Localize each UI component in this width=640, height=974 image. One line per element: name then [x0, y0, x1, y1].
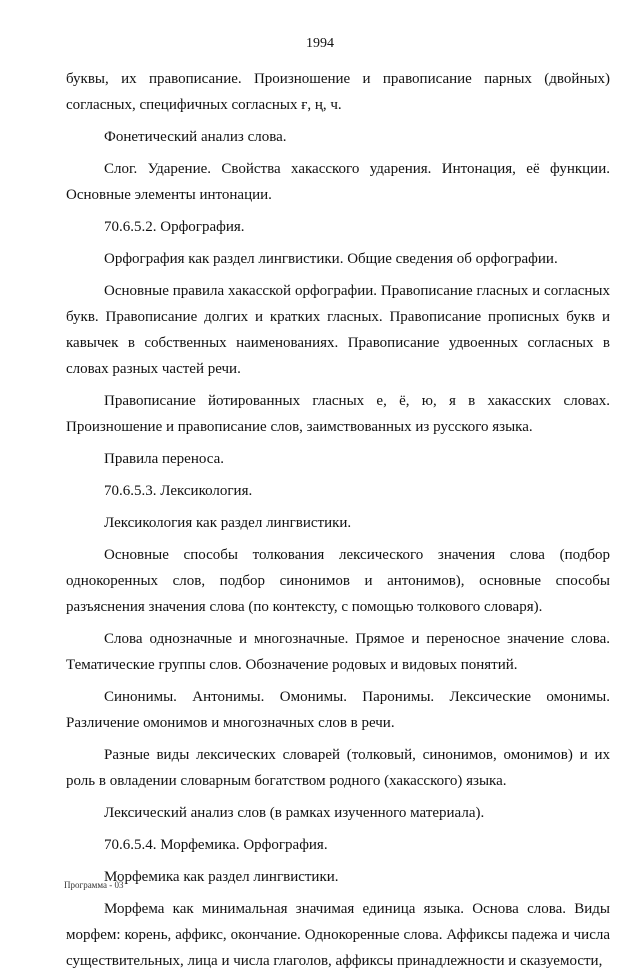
paragraph-syllable-stress: Слог. Ударение. Свойства хакасского ударения. Интонация, её функции. Основные элементы интонации.: [66, 161, 610, 203]
paragraph-orthography-intro: Орфография как раздел лингвистики. Общие сведения об орфографии.: [104, 251, 558, 267]
section-heading-lexicology: 70.6.5.3. Лексикология.: [104, 483, 253, 499]
paragraph-morphemics-intro: Морфемика как раздел лингвистики.: [104, 869, 339, 885]
paragraph-hyphenation-rules: Правила переноса.: [104, 451, 224, 467]
paragraph-orthography-rules: Основные правила хакасской орфографии. Правописание гласных и согласных букв. Правописание долгих и кратких гласных. Правописание прописных букв и кавычек в собственных наименованиях. Правописание удвоенных согласных в словах разных частей речи.: [66, 283, 610, 377]
paragraph-lexicology-intro: Лексикология как раздел лингвистики.: [104, 515, 352, 531]
paragraph-meaning-interpretation: Основные способы толкования лексического значения слова (подбор однокоренных слов, подбор синонимов и антонимов), основные способы разъяснения значения слова (по контексту, с помощью толкового словаря).: [66, 547, 610, 615]
section-heading-orthography: 70.6.5.2. Орфография.: [104, 219, 245, 235]
paragraph-iotated-vowels: Правописание йотированных гласных е, ё, ю, я в хакасских словах. Произношение и правописание слов, заимствованных из русского языка.: [66, 393, 610, 435]
page-number: 1994: [306, 36, 334, 51]
paragraph-phonetic-analysis: Фонетический анализ слова.: [104, 129, 287, 145]
paragraph-letters-spelling: буквы, их правописание. Произношение и правописание парных (двойных) согласных, специфичных согласных ғ, ң, ч.: [66, 71, 610, 113]
paragraph-polysemy: Слова однозначные и многозначные. Прямое и переносное значение слова. Тематические группы слов. Обозначение родовых и видовых понятий.: [66, 631, 610, 673]
section-heading-morphemics: 70.6.5.4. Морфемика. Орфография.: [104, 837, 328, 853]
paragraph-morpheme-types: Морфема как минимальная значимая единица языка. Основа слова. Виды морфем: корень, аффикс, окончание. Однокоренные слова. Аффиксы падежа и числа существительных, лица и числа глаголов, аффиксы принадлежности и сказуемости,: [66, 901, 610, 969]
page-content: [66, 66, 610, 974]
paragraph-dictionaries: Разные виды лексических словарей (толковый, синонимов, омонимов) и их роль в овладении словарным богатством родного (хакасского) языка.: [66, 747, 610, 789]
paragraph-synonyms-antonyms: Синонимы. Антонимы. Омонимы. Паронимы. Лексические омонимы. Различение омонимов и многозначных слов в речи.: [66, 689, 610, 731]
paragraph-lexical-analysis: Лексический анализ слов (в рамках изученного материала).: [104, 805, 485, 821]
page-footer: Программа - 03: [64, 880, 124, 890]
